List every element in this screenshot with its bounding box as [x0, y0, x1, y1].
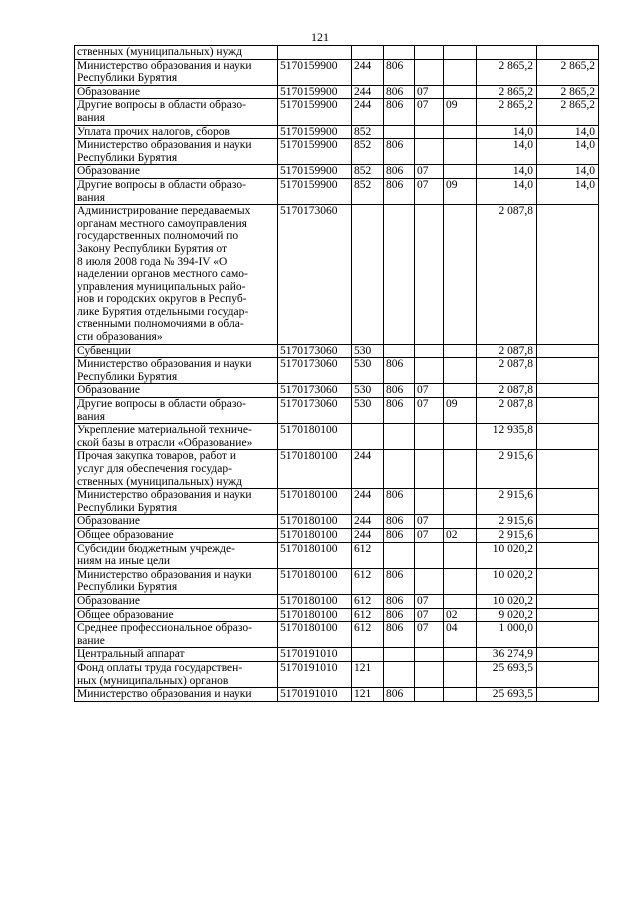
cell-name: Фонд оплаты труда государствен- ных (муниципальных) органов	[75, 661, 278, 687]
cell-amount-1: 12 935,8	[477, 424, 537, 450]
cell-admin-code	[384, 450, 415, 489]
table-row	[75, 85, 599, 99]
table-row	[75, 398, 599, 424]
cell-subsection	[444, 59, 477, 85]
cell-amount-1: 2 865,2	[477, 99, 537, 125]
cell-amount-1: 2 915,6	[477, 450, 537, 489]
cell-amount-1: 2 087,8	[477, 358, 537, 384]
cell-section	[415, 59, 444, 85]
cell-expense-type: 530	[352, 344, 384, 358]
cell-admin-code: 806	[384, 165, 415, 179]
cell-admin-code: 806	[384, 398, 415, 424]
cell-admin-code: 806	[384, 688, 415, 702]
cell-admin-code	[384, 542, 415, 568]
cell-amount-1: 2 865,2	[477, 59, 537, 85]
cell-amount-1	[477, 46, 537, 60]
cell-expense-type: 244	[352, 99, 384, 125]
cell-subsection	[444, 489, 477, 515]
cell-target-article: 5170159900	[278, 85, 352, 99]
cell-section: 07	[415, 528, 444, 542]
cell-amount-2	[537, 542, 599, 568]
cell-amount-1: 14,0	[477, 139, 537, 165]
cell-expense-type: 121	[352, 661, 384, 687]
cell-section: 07	[415, 608, 444, 622]
page-number: 121	[311, 30, 329, 44]
cell-target-article: 5170173060	[278, 205, 352, 345]
table-row	[75, 450, 599, 489]
cell-target-article: 5170159900	[278, 139, 352, 165]
cell-target-article: 5170173060	[278, 358, 352, 384]
cell-target-article: 5170180100	[278, 608, 352, 622]
cell-target-article: 5170159900	[278, 59, 352, 85]
cell-section: 07	[415, 165, 444, 179]
cell-target-article: 5170180100	[278, 424, 352, 450]
cell-amount-1: 25 693,5	[477, 661, 537, 687]
cell-expense-type: 530	[352, 358, 384, 384]
cell-amount-2	[537, 424, 599, 450]
cell-target-article: 5170191010	[278, 648, 352, 662]
table-row	[75, 46, 599, 60]
cell-section	[415, 542, 444, 568]
table-row	[75, 594, 599, 608]
cell-name: Образование	[75, 165, 278, 179]
cell-target-article: 5170191010	[278, 661, 352, 687]
table-row	[75, 125, 599, 139]
cell-section: 07	[415, 398, 444, 424]
cell-admin-code: 806	[384, 85, 415, 99]
cell-admin-code	[384, 125, 415, 139]
cell-amount-2: 14,0	[537, 165, 599, 179]
cell-section	[415, 205, 444, 345]
table-row	[75, 424, 599, 450]
cell-admin-code: 806	[384, 358, 415, 384]
table-row	[75, 358, 599, 384]
cell-expense-type: 852	[352, 165, 384, 179]
cell-amount-1: 1 000,0	[477, 622, 537, 648]
cell-amount-1: 2 087,8	[477, 205, 537, 345]
cell-amount-1: 14,0	[477, 125, 537, 139]
cell-subsection	[444, 568, 477, 594]
cell-amount-2	[537, 661, 599, 687]
cell-target-article: 5170180100	[278, 489, 352, 515]
cell-amount-1: 2 915,6	[477, 528, 537, 542]
cell-amount-1: 2 915,6	[477, 515, 537, 529]
cell-target-article: 5170159900	[278, 165, 352, 179]
cell-amount-2: 14,0	[537, 178, 599, 204]
cell-subsection	[444, 661, 477, 687]
cell-subsection: 02	[444, 528, 477, 542]
cell-expense-type: 852	[352, 139, 384, 165]
cell-section: 07	[415, 622, 444, 648]
cell-target-article	[278, 46, 352, 60]
cell-section: 07	[415, 85, 444, 99]
cell-target-article: 5170159900	[278, 99, 352, 125]
cell-subsection	[444, 139, 477, 165]
cell-amount-1: 2 087,8	[477, 398, 537, 424]
table-row	[75, 622, 599, 648]
cell-admin-code: 806	[384, 139, 415, 165]
cell-expense-type: 530	[352, 384, 384, 398]
cell-subsection	[444, 205, 477, 345]
cell-section	[415, 424, 444, 450]
cell-amount-2	[537, 450, 599, 489]
cell-expense-type: 612	[352, 542, 384, 568]
cell-admin-code: 806	[384, 594, 415, 608]
cell-subsection	[444, 46, 477, 60]
cell-amount-2	[537, 398, 599, 424]
cell-expense-type: 244	[352, 528, 384, 542]
cell-amount-2	[537, 46, 599, 60]
cell-admin-code: 806	[384, 608, 415, 622]
table-row	[75, 178, 599, 204]
cell-name: Укрепление материальной техниче- ской базы в отрасли «Образование»	[75, 424, 278, 450]
cell-amount-2	[537, 358, 599, 384]
cell-expense-type: 530	[352, 398, 384, 424]
cell-section	[415, 648, 444, 662]
cell-amount-1: 2 087,8	[477, 384, 537, 398]
cell-target-article: 5170180100	[278, 568, 352, 594]
cell-subsection	[444, 450, 477, 489]
cell-name: Министерство образования и науки Республики Бурятия	[75, 139, 278, 165]
table-row	[75, 344, 599, 358]
cell-expense-type	[352, 205, 384, 345]
cell-section: 07	[415, 515, 444, 529]
cell-expense-type: 244	[352, 59, 384, 85]
cell-amount-2	[537, 205, 599, 345]
cell-expense-type: 121	[352, 688, 384, 702]
cell-admin-code: 806	[384, 384, 415, 398]
cell-expense-type: 244	[352, 515, 384, 529]
cell-name: Прочая закупка товаров, работ и услуг для обеспечения государ- ственных (муниципальных) нужд	[75, 450, 278, 489]
cell-amount-2	[537, 384, 599, 398]
cell-expense-type: 612	[352, 608, 384, 622]
table-row	[75, 139, 599, 165]
cell-name: Министерство образования и науки Республики Бурятия	[75, 358, 278, 384]
cell-section: 07	[415, 594, 444, 608]
cell-amount-1: 2 087,8	[477, 344, 537, 358]
cell-expense-type: 852	[352, 178, 384, 204]
cell-amount-2	[537, 489, 599, 515]
cell-amount-2	[537, 528, 599, 542]
cell-name: Другие вопросы в области образо- вания	[75, 99, 278, 125]
cell-name: Министерство образования и науки Республики Бурятия	[75, 59, 278, 85]
cell-amount-1: 25 693,5	[477, 688, 537, 702]
cell-target-article: 5170173060	[278, 384, 352, 398]
cell-name: Субвенции	[75, 344, 278, 358]
cell-section	[415, 46, 444, 60]
cell-section	[415, 568, 444, 594]
cell-target-article: 5170180100	[278, 515, 352, 529]
cell-expense-type: 244	[352, 85, 384, 99]
cell-expense-type: 612	[352, 568, 384, 594]
cell-expense-type: 612	[352, 594, 384, 608]
cell-target-article: 5170180100	[278, 594, 352, 608]
cell-admin-code: 806	[384, 178, 415, 204]
cell-name: Образование	[75, 594, 278, 608]
table-row	[75, 99, 599, 125]
cell-admin-code: 806	[384, 568, 415, 594]
cell-expense-type: 852	[352, 125, 384, 139]
cell-section	[415, 450, 444, 489]
table-row	[75, 489, 599, 515]
table-row	[75, 568, 599, 594]
table-row	[75, 661, 599, 687]
cell-admin-code	[384, 648, 415, 662]
cell-section: 07	[415, 99, 444, 125]
cell-section	[415, 344, 444, 358]
table-row	[75, 688, 599, 702]
cell-amount-2: 14,0	[537, 139, 599, 165]
cell-amount-2	[537, 688, 599, 702]
cell-amount-1: 14,0	[477, 165, 537, 179]
cell-admin-code: 806	[384, 622, 415, 648]
cell-subsection	[444, 344, 477, 358]
cell-amount-1: 10 020,2	[477, 594, 537, 608]
budget-table	[74, 45, 599, 702]
cell-target-article: 5170173060	[278, 344, 352, 358]
table-row	[75, 608, 599, 622]
cell-subsection: 09	[444, 99, 477, 125]
cell-subsection: 02	[444, 608, 477, 622]
cell-expense-type	[352, 424, 384, 450]
cell-amount-1: 10 020,2	[477, 542, 537, 568]
cell-admin-code	[384, 344, 415, 358]
cell-amount-1: 10 020,2	[477, 568, 537, 594]
cell-name: Министерство образования и науки	[75, 688, 278, 702]
cell-target-article: 5170180100	[278, 450, 352, 489]
cell-target-article: 5170180100	[278, 622, 352, 648]
cell-name: Общее образование	[75, 608, 278, 622]
table-row	[75, 648, 599, 662]
cell-name: Центральный аппарат	[75, 648, 278, 662]
cell-admin-code: 806	[384, 99, 415, 125]
cell-target-article: 5170191010	[278, 688, 352, 702]
cell-amount-2	[537, 568, 599, 594]
cell-expense-type: 244	[352, 489, 384, 515]
cell-expense-type: 612	[352, 622, 384, 648]
cell-amount-1: 2 865,2	[477, 85, 537, 99]
cell-amount-2: 2 865,2	[537, 99, 599, 125]
cell-subsection	[444, 424, 477, 450]
table-row	[75, 384, 599, 398]
cell-admin-code	[384, 205, 415, 345]
cell-name: Министерство образования и науки Республики Бурятия	[75, 489, 278, 515]
cell-name: Другие вопросы в области образо- вания	[75, 178, 278, 204]
cell-section	[415, 139, 444, 165]
cell-subsection	[444, 125, 477, 139]
cell-section	[415, 661, 444, 687]
cell-name: Образование	[75, 515, 278, 529]
cell-name: ственных (муниципальных) нужд	[75, 46, 278, 60]
cell-target-article: 5170159900	[278, 178, 352, 204]
cell-target-article: 5170173060	[278, 398, 352, 424]
cell-expense-type: 244	[352, 450, 384, 489]
cell-admin-code	[384, 46, 415, 60]
cell-subsection	[444, 542, 477, 568]
cell-name: Образование	[75, 85, 278, 99]
table-row	[75, 515, 599, 529]
cell-admin-code: 806	[384, 515, 415, 529]
cell-admin-code: 806	[384, 59, 415, 85]
cell-amount-2	[537, 622, 599, 648]
table-row	[75, 528, 599, 542]
cell-amount-2: 14,0	[537, 125, 599, 139]
cell-amount-2: 2 865,2	[537, 85, 599, 99]
cell-admin-code: 806	[384, 489, 415, 515]
cell-amount-2	[537, 344, 599, 358]
cell-section	[415, 125, 444, 139]
cell-name: Уплата прочих налогов, сборов	[75, 125, 278, 139]
cell-section	[415, 358, 444, 384]
cell-admin-code	[384, 661, 415, 687]
cell-expense-type	[352, 648, 384, 662]
cell-amount-1: 36 274,9	[477, 648, 537, 662]
cell-subsection	[444, 688, 477, 702]
table-row	[75, 205, 599, 345]
cell-name: Субсидии бюджетным учрежде- ниям на иные цели	[75, 542, 278, 568]
cell-amount-2	[537, 515, 599, 529]
cell-subsection	[444, 384, 477, 398]
cell-section: 07	[415, 384, 444, 398]
cell-subsection: 09	[444, 398, 477, 424]
cell-name: Администрирование передаваемых органам местного самоуправления государственных полномочий по Закону Республики Бурятия от 8 июля 2008 года № 394-IV «О наделении органов местного само- управления муниципальных райо- нов и городских округов в Респуб- лике Бурятия отдельными государ- ственными полномочиями в обла- сти образования»	[75, 205, 278, 345]
cell-subsection	[444, 165, 477, 179]
cell-amount-2	[537, 594, 599, 608]
table-body	[75, 46, 599, 702]
cell-amount-2	[537, 648, 599, 662]
table-row	[75, 165, 599, 179]
cell-subsection: 04	[444, 622, 477, 648]
cell-section: 07	[415, 178, 444, 204]
cell-section	[415, 688, 444, 702]
cell-subsection: 09	[444, 178, 477, 204]
cell-amount-1: 14,0	[477, 178, 537, 204]
cell-section	[415, 489, 444, 515]
cell-name: Другие вопросы в области образо- вания	[75, 398, 278, 424]
cell-amount-1: 9 020,2	[477, 608, 537, 622]
cell-subsection	[444, 85, 477, 99]
table-row	[75, 59, 599, 85]
cell-name: Образование	[75, 384, 278, 398]
cell-subsection	[444, 648, 477, 662]
cell-amount-2: 2 865,2	[537, 59, 599, 85]
cell-name: Среднее профессиональное образо- вание	[75, 622, 278, 648]
cell-amount-2	[537, 608, 599, 622]
table-row	[75, 542, 599, 568]
cell-subsection	[444, 515, 477, 529]
cell-expense-type	[352, 46, 384, 60]
cell-name: Министерство образования и науки Республики Бурятия	[75, 568, 278, 594]
cell-admin-code	[384, 424, 415, 450]
cell-subsection	[444, 358, 477, 384]
cell-admin-code: 806	[384, 528, 415, 542]
cell-name: Общее образование	[75, 528, 278, 542]
cell-target-article: 5170159900	[278, 125, 352, 139]
cell-target-article: 5170180100	[278, 542, 352, 568]
cell-subsection	[444, 594, 477, 608]
cell-amount-1: 2 915,6	[477, 489, 537, 515]
cell-target-article: 5170180100	[278, 528, 352, 542]
